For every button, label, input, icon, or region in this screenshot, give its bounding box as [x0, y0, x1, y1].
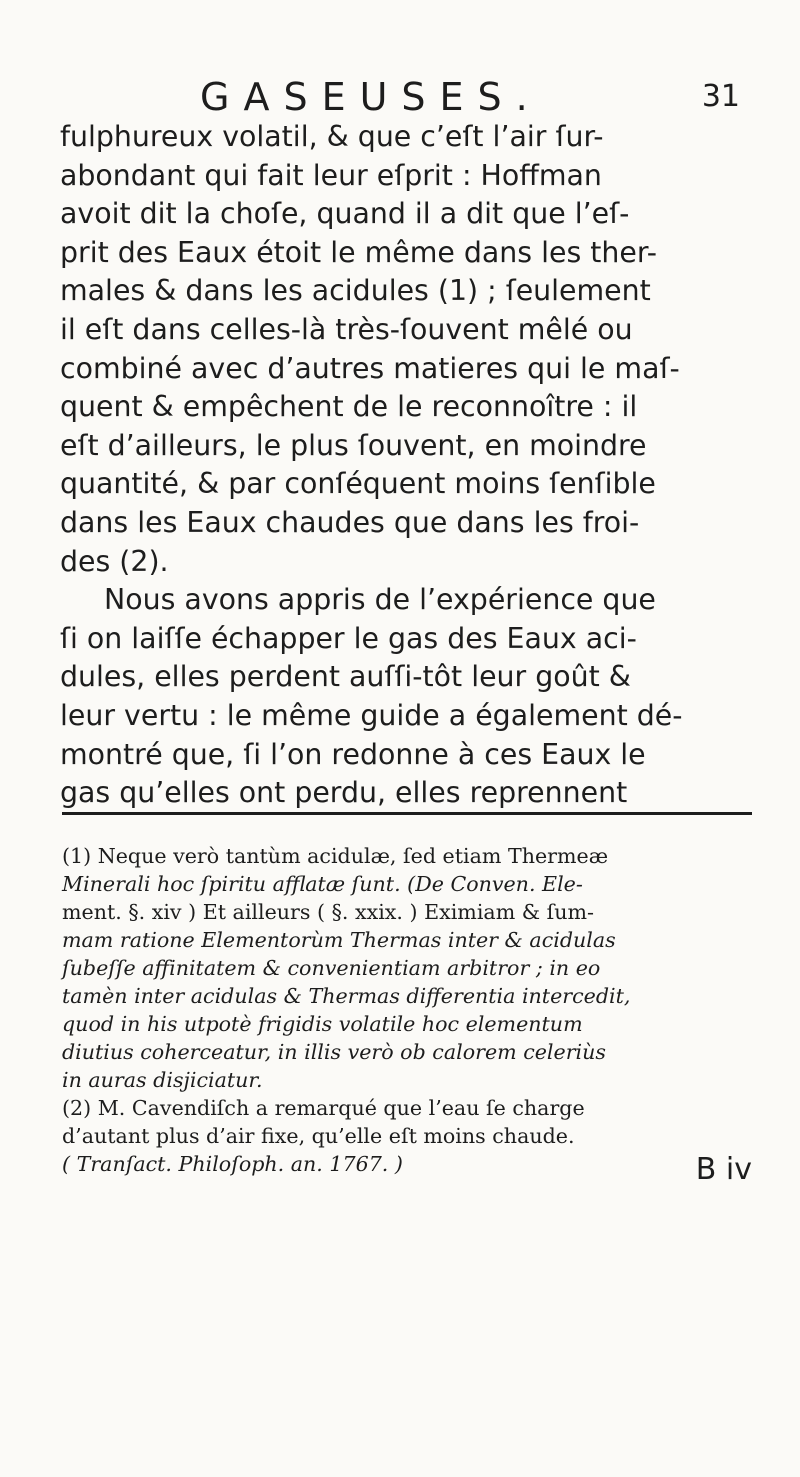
- text-line: leur vertu : le même guide a également dé-: [60, 698, 683, 732]
- text-line: dans les Eaux chaudes que dans les froi-: [60, 505, 640, 539]
- footnotes: [62, 842, 750, 1178]
- text-line: dules, elles perdent auſſi-tôt leur goût &: [60, 660, 631, 694]
- text-line: montré que, ſi l’on redonne à ces Eaux le: [60, 737, 646, 771]
- footnote-line: in auras disjiciatur.: [62, 1068, 263, 1092]
- text-line: combiné avec d’autres matieres qui le maſ-: [60, 351, 680, 385]
- footnote-line: quod in his utpotè frigidis volatile hoc elementum: [62, 1012, 583, 1036]
- text-line: gas qu’elles ont perdu, elles reprennent: [60, 776, 628, 810]
- footnote-line: mam ratione Elementorùm Thermas inter & acidulas: [62, 928, 616, 952]
- text-line: il eſt dans celles-là très-ſouvent mêlé ou: [60, 312, 633, 346]
- text-line: quantité, & par conſéquent moins ſenſible: [60, 467, 656, 501]
- page-header: [200, 72, 740, 122]
- main-text: [60, 118, 750, 813]
- text-line: avoit dit la choſe, quand il a dit que l’eſ-: [60, 197, 630, 231]
- text-line: Nous avons appris de l’expérience que: [104, 583, 656, 617]
- text-line: ſi on laiſſe échapper le gas des Eaux aci-: [60, 621, 637, 655]
- printer-signature: B iv: [695, 1152, 752, 1187]
- text-line: quent & empêchent de le reconnoître : il: [60, 390, 638, 424]
- footnote-line: ( Tranſact. Philoſoph. an. 1767. ): [62, 1152, 403, 1176]
- text-line: des (2).: [60, 544, 169, 578]
- text-line: prit des Eaux étoit le même dans les ther-: [60, 235, 657, 269]
- footnote-divider: [62, 812, 752, 815]
- text-line: fulphureux volatil, & que c’eſt l’air ſur-: [60, 120, 604, 153]
- footnote-line: ſubeſſe affinitatem & convenientiam arbitror ; in eo: [62, 956, 601, 980]
- footnote-line: (1) Neque verò tantùm acidulæ, ſed etiam Thermeæ: [62, 844, 609, 868]
- running-head: GASEUSES.: [200, 75, 542, 119]
- footnote-line: ment. §. xiv ) Et ailleurs ( §. xxix. ) Eximiam & ſum-: [62, 900, 595, 924]
- footnote-line: Minerali hoc ſpiritu afflatæ ſunt. (De Conven. Ele-: [62, 872, 583, 896]
- footnote-line: diutius coherceatur, in illis verò ob calorem celeriùs: [62, 1040, 606, 1064]
- footnote-line: tamèn inter acidulas & Thermas differentia intercedit,: [62, 984, 631, 1008]
- footnote-line: d’autant plus d’air fixe, qu’elle eſt moins chaude.: [62, 1124, 575, 1148]
- text-line: males & dans les acidules (1) ; ſeulement: [60, 274, 651, 308]
- text-line: abondant qui fait leur eſprit : Hoffman: [60, 158, 602, 192]
- text-line: eſt d’ailleurs, le plus ſouvent, en moindre: [60, 428, 647, 462]
- footnote-line: (2) M. Cavendiſch a remarqué que l’eau ſe charge: [62, 1096, 585, 1120]
- page-number: 31: [701, 79, 740, 114]
